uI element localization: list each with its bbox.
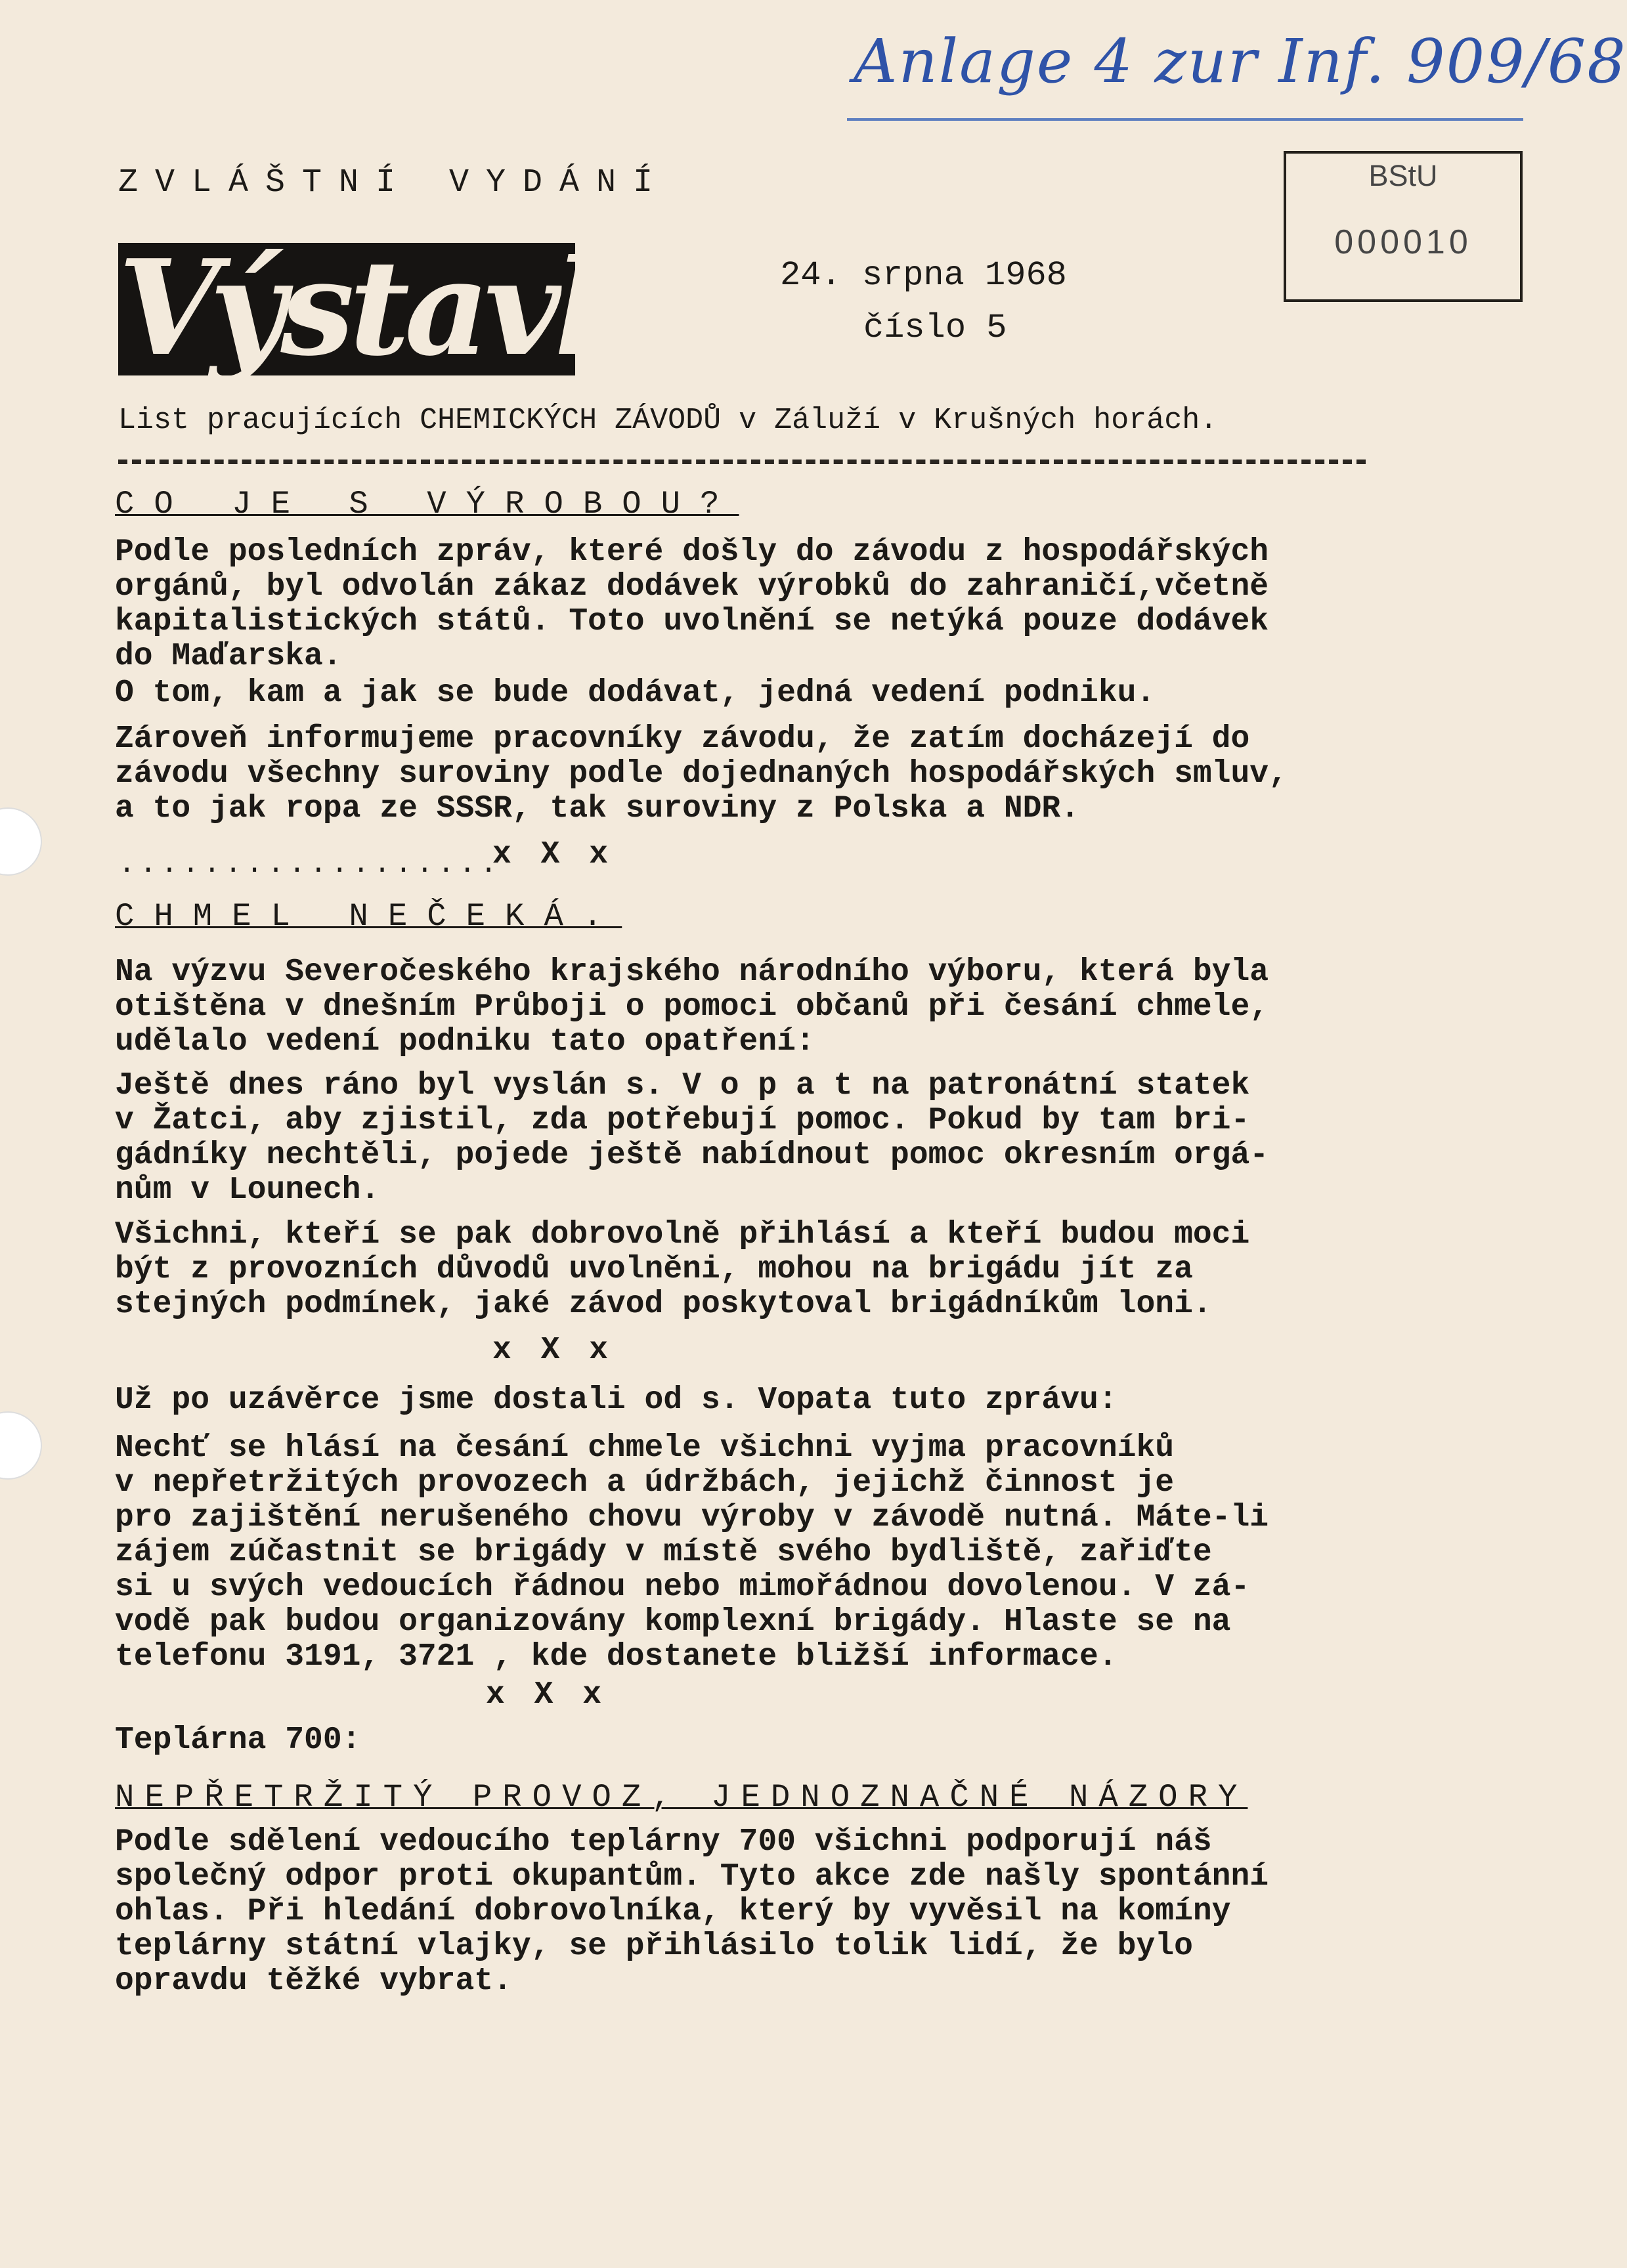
section-heading-continuous-operation: NEPŘETRŽITÝ PROVOZ, JEDNOZNAČNÉ NÁZORY <box>115 1779 1248 1816</box>
stamp-number: 000010 <box>1334 223 1472 261</box>
section-continuous-operation-paragraph: Podle sdělení vedoucího teplárny 700 všichni podporují náš společný odpor proti okupantům. Tyto akce zde našly spontánní ohlas. Při hledání dobrovolníka, který by vyvěsil na komíny teplárny státní vlajky, se přihlásilo tolik lidí, že bylo opravdu těžké vybrat. <box>115 1824 1269 1999</box>
section-hops-paragraph-3: Všichni, kteří se pak dobrovolně přihlásí a kteří budou moci být z provozních důvodů uvolněni, mohou na brigádu jít za stejných podmínek, jaké závod poskytoval brigádníkům loni. <box>115 1217 1250 1322</box>
issue-date: 24. srpna 1968 <box>780 256 1067 295</box>
handwritten-underline <box>847 118 1523 121</box>
masthead-rule <box>118 460 1366 464</box>
masthead-logo: Výstavba <box>118 231 722 385</box>
handwritten-note: Anlage 4 zur Inf. 909/68 <box>854 26 1627 96</box>
issue-number: číslo 5 <box>863 309 1007 347</box>
section-separator-2: x X x <box>492 1333 614 1368</box>
dotted-divider: .................. <box>118 848 502 881</box>
heating-plant-label: Teplárna 700: <box>115 1722 361 1758</box>
section-hops-paragraph-2: Ještě dnes ráno byl vyslán s. V o p a t na patronátní statek v Žatci, aby zjistil, zda potřebují pomoc. Pokud by tam bri- gádníky nechtěli, pojede ještě nabídnout pomoc okresním orgá- nům v Lounech. <box>115 1068 1269 1208</box>
stamp-label: BStU <box>1368 159 1438 192</box>
special-edition-label: ZVLÁŠTNÍ VYDÁNÍ <box>118 164 670 202</box>
section-separator-1: x X x <box>492 837 614 872</box>
punch-hole-bottom <box>0 1411 42 1480</box>
section-production-paragraph-3: Zároveň informujeme pracovníky závodu, že zatím docházejí do závodu všechny suroviny podle dojednaných hospodářských smluv, a to jak ropa ze SSSR, tak suroviny z Polska a NDR. <box>115 721 1288 826</box>
section-separator-3: x X x <box>486 1677 607 1713</box>
section-heading-production: CO JE S VÝROBOU? <box>115 486 739 523</box>
section-late-news-paragraph: Nechť se hlásí na česání chmele všichni vyjma pracovníků v nepřetržitých provozech a údržbách, jejichž činnost je pro zajištění nerušeného chovu výroby v závodě nutná. Máte-li zájem zúčastnit se brigády v místě svého bydliště, zařiďte si u svých vedoucích řádnou nebo mimořádnou dovolenou. V zá- vodě pak budou organizovány komplexní brigády. Hlaste se na telefonu 3191, 3721 , kde dostanete bližší informace. <box>115 1430 1269 1675</box>
section-late-news-intro: Už po uzávěrce jsme dostali od s. Vopata tuto zprávu: <box>115 1382 1117 1418</box>
archive-stamp <box>1284 151 1523 302</box>
section-hops-paragraph-1: Na výzvu Severočeského krajského národního výboru, která byla otištěna v dnešním Průboji o pomoci občanů při česání chmele, udělalo vedení podniku tato opatření: <box>115 954 1269 1059</box>
section-production-paragraph-2: O tom, kam a jak se bude dodávat, jedná vedení podniku. <box>115 675 1156 711</box>
section-heading-hops: CHMEL NEČEKÁ. <box>115 898 622 935</box>
section-production-paragraph-1: Podle posledních zpráv, které došly do závodu z hospodářských orgánů, byl odvolán zákaz dodávek výrobků do zahraničí,včetně kapitalistických států. Toto uvolnění se netýká pouze dodávek do Maďarska. <box>115 534 1269 674</box>
punch-hole-top <box>0 807 42 876</box>
masthead-subtitle: List pracujících CHEMICKÝCH ZÁVODŮ v Záluží v Krušných horách. <box>118 404 1218 437</box>
